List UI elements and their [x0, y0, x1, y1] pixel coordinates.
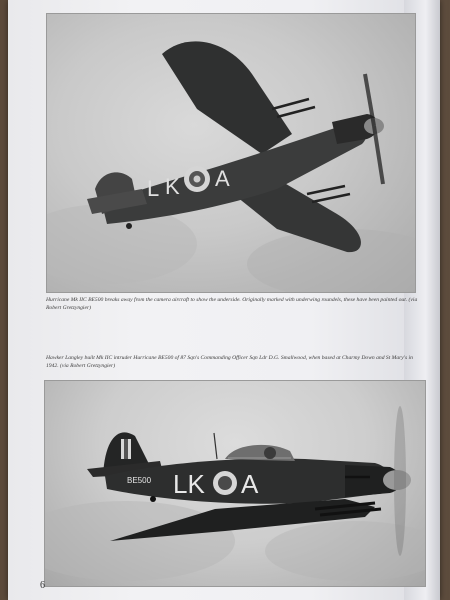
svg-text:K: K	[165, 174, 180, 199]
hurricane-underside-image	[47, 14, 415, 292]
svg-text:A: A	[215, 166, 230, 191]
page-number: 6	[40, 580, 45, 591]
aircraft-letter: A	[241, 469, 259, 499]
photo-hurricane-underside	[46, 13, 416, 293]
svg-text:L: L	[147, 176, 160, 201]
serial-marking: BE500	[127, 476, 152, 485]
photo1-caption: Hurricane Mk IIC BE500 breaks away from the camera aircraft to show the underside. Originally marked with underwing roundels, these have been painted out. (via Robert Gretzyngier)	[46, 297, 418, 311]
hurricane-side-image	[45, 381, 425, 586]
photo2-caption: Hawker Langley built Mk IIC intruder Hurricane BE500 of 87 Sqn's Commanding Officer Sqn Ldr D.G. Smallwood, when based at Charmy Down and St Mary's in 1942. (via Robert Gretzyngier)	[46, 355, 413, 369]
squadron-code: LK	[173, 469, 205, 499]
photo-hurricane-side	[44, 380, 426, 587]
